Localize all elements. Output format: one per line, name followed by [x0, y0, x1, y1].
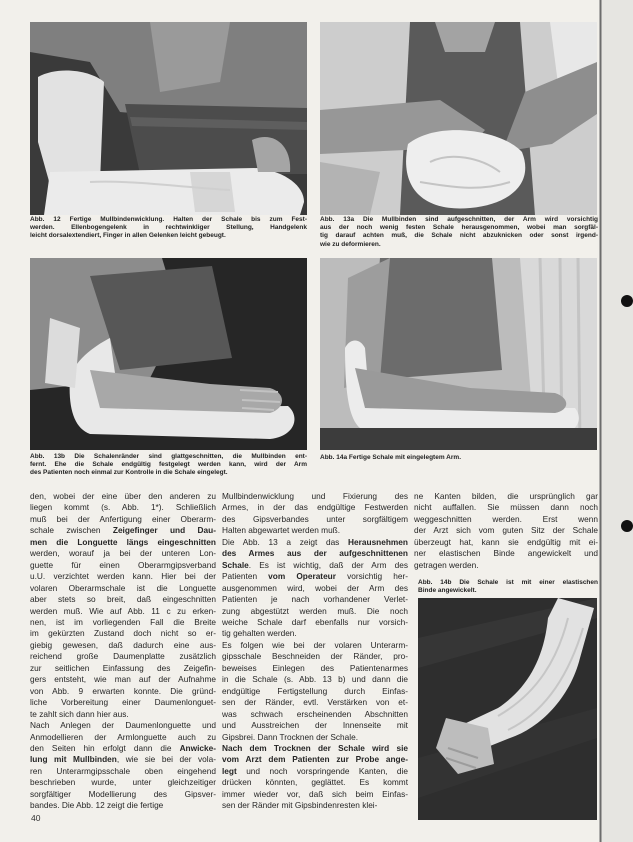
text-line: [30, 224, 307, 232]
figure-caption-abb-14a: [320, 454, 597, 462]
text-line: [30, 777, 216, 788]
text-run: te zahlt sich dann hier aus.: [30, 708, 129, 719]
text-run: Patienten: [222, 571, 269, 582]
text-run: und Ausstreichen der Innenseite mit: [222, 720, 408, 731]
text-run: volaren Oberarmschale ist die Longuette: [30, 582, 216, 593]
text-line: [320, 224, 598, 232]
text-run: ne Kanten bilden, die ursprünglich gar: [414, 491, 598, 501]
text-line: [222, 651, 408, 662]
text-line: [414, 537, 598, 548]
emphasized-text: vom Arzt dem Patienten zur Probe ange-: [222, 754, 408, 765]
text-line: [30, 216, 307, 224]
text-run: Gipsbrei. Dann Trocknen der Schale.: [222, 731, 359, 742]
text-line: [222, 663, 408, 674]
text-run: beweises Einlegen des Patientenarmes: [222, 662, 408, 673]
text-run: aus der noch wenig festen Schale herausgenommen, wobei man sorgfäl-: [320, 224, 598, 232]
text-line: [222, 732, 408, 743]
text-line: [30, 720, 216, 731]
text-run: zung abgestützt werden muß. Die noch: [222, 605, 408, 616]
text-line: [222, 743, 408, 754]
text-line: [30, 789, 216, 800]
text-line: [320, 241, 598, 249]
figure-caption-abb-13a: [320, 216, 598, 249]
text-line: [30, 743, 216, 754]
text-line: [222, 697, 408, 708]
text-line: [30, 732, 216, 743]
emphasized-text: legt: [222, 765, 237, 776]
paragraph: [222, 640, 408, 743]
text-line: [320, 454, 597, 462]
text-run: zur seitlichen Einfassung des Zeigefin-: [30, 662, 216, 673]
figure-caption-abb-14b: [418, 579, 598, 595]
text-line: [30, 686, 216, 697]
text-line: [222, 674, 408, 685]
text-line: [222, 594, 408, 605]
text-line: [320, 232, 598, 240]
text-run: Abb. 13a Die Mullbinden sind aufgeschnitten, der Arm wird vorsichtig: [320, 216, 598, 223]
photo-abb-13b: [30, 258, 307, 450]
text-line: [414, 548, 598, 559]
emphasized-text: Herausnehmen: [348, 536, 408, 547]
text-line: [222, 709, 408, 720]
text-run: nicht auffallen. Sie müssen dann noch: [414, 502, 598, 513]
paragraph: [30, 720, 216, 812]
text-line: [222, 686, 408, 697]
text-run: Es folgen wie bei der volaren Unterarm-: [222, 639, 408, 650]
text-run: Patienten je nach vorhandener Verlet-: [222, 594, 408, 605]
photo-abb-14a: [320, 258, 597, 450]
text-run: , wie sie bei der vola-: [116, 754, 216, 765]
text-line: [30, 502, 216, 513]
text-line: [30, 766, 216, 777]
text-line: [414, 491, 598, 502]
text-run: des Gipsverbandes unter sorgfältigem: [222, 513, 408, 524]
text-line: [222, 583, 408, 594]
text-line: [222, 514, 408, 525]
text-line: [222, 491, 408, 502]
text-line: [222, 617, 408, 628]
text-run: aber stets so breit, daß eingeschnitten: [30, 594, 216, 605]
text-run: ner elastischen Binde angewickelt und: [414, 548, 598, 559]
text-line: [30, 571, 216, 582]
text-run: sen der Ränder mit Gipsbindenresten klei-: [222, 800, 378, 811]
text-line: [222, 754, 408, 765]
text-column-3: [414, 491, 598, 571]
text-column-1: [30, 491, 216, 812]
text-run: des Patienten noch einmal zur Kontrolle in die Schale eingelegt.: [30, 469, 228, 477]
text-line: [30, 514, 216, 525]
text-line: [222, 800, 408, 811]
emphasized-text: des Armes aus der aufgeschnittenen: [222, 548, 408, 559]
text-line: [30, 674, 216, 685]
adjacent-page-edge: [599, 0, 633, 842]
text-run: Abb. 14a Fertige Schale mit eingelegtem Arm.: [320, 454, 461, 461]
text-run: Mullbindenwicklung und Fixierung des: [222, 491, 408, 501]
paragraph: [30, 491, 216, 720]
text-run: getragen werden.: [414, 559, 479, 570]
text-line: [414, 514, 598, 525]
text-line: [30, 754, 216, 765]
emphasized-text: Zeigefinger und Dau-: [112, 525, 216, 536]
text-run: von Abb. 9 erwarten konnte. Die gründ-: [30, 685, 216, 696]
emphasized-text: lung mit Mullbinden: [30, 754, 117, 765]
text-line: [414, 502, 598, 513]
text-run: überzeugt hat, kann sie endgültig mit ei-: [414, 536, 598, 547]
text-run: werden muß. Wie auf Abb. 11 c zu erken-: [30, 605, 216, 616]
text-run: in die Schale (s. Abb. 13 b) und dann die: [222, 674, 408, 685]
text-run: reichend große Daumenplatte zusätzlich: [30, 651, 216, 662]
text-line: [30, 594, 216, 605]
text-line: [222, 606, 408, 617]
text-run: ren Unterarmgipsschale oben eingehend: [30, 765, 216, 776]
text-line: [222, 640, 408, 651]
text-line: [30, 453, 307, 461]
text-run: Halten abgewartet werden muß.: [222, 525, 341, 536]
text-run: Abb. 13b Die Schalenränder sind glattgeschnitten, die Mullbinden ent-: [30, 453, 307, 460]
text-run: . Es ist wichtig, daß der Arm des: [248, 559, 408, 570]
text-run: was schwach erscheinenden Abschnitten: [222, 708, 408, 719]
text-run: drücken könnten, geglättet. Es kommt: [222, 777, 408, 788]
photo-abb-14b: [418, 598, 597, 820]
figure-caption-abb-13b: [30, 453, 307, 478]
emphasized-text: men die Longuette längs eingeschnitten: [30, 536, 216, 547]
text-line: [30, 617, 216, 628]
paragraph: [222, 491, 408, 537]
emphasized-text: Nach dem Trocknen der Schale wird sie: [222, 742, 408, 753]
text-run: Abb. 14b Die Schale ist mit einer elastischen: [418, 579, 598, 586]
text-line: [30, 491, 216, 502]
text-run: Anmodellieren der Armlonguette auch zu: [30, 731, 216, 742]
text-line: [222, 525, 408, 536]
paragraph: [222, 743, 408, 812]
text-line: [222, 548, 408, 559]
text-line: [222, 571, 408, 582]
text-line: [418, 579, 598, 587]
text-run: schale zwischen: [30, 525, 113, 536]
text-run: sen der Ränder, evtl. Verstärken von et-: [222, 697, 408, 708]
text-line: [30, 537, 216, 548]
text-run: nen, ist im vorliegenden Fall die Breite: [30, 616, 216, 627]
text-run: wie zu deformieren.: [320, 240, 381, 248]
figure-caption-abb-12: [30, 216, 307, 241]
text-run: gers entsteht, wie man auf der Aufnahme: [30, 674, 216, 685]
text-run: gipsschale Beschneiden der Ränder, pro-: [222, 651, 408, 662]
text-run: u.U. verzichtet werden kann. Hier bei der: [30, 571, 216, 582]
text-line: [30, 640, 216, 651]
text-line: [222, 766, 408, 777]
text-line: [30, 469, 307, 477]
text-run: weggeschnitten werden. Erst wenn: [414, 513, 598, 524]
text-line: [30, 663, 216, 674]
text-line: [30, 232, 307, 240]
text-run: giebig gewesen, daß dadurch eine aus-: [30, 639, 216, 650]
text-line: [222, 560, 408, 571]
text-run: bandes. Die Abb. 12 zeigt die fertige: [30, 800, 164, 811]
text-run: liegen kommt (s. Abb. 1*). Schließlich: [30, 502, 216, 513]
text-run: Armes, in der das endgültige Festwerden: [222, 502, 408, 513]
page-number: 40: [31, 813, 41, 823]
text-run: sorgfältiger Modellierung des Gipsver-: [30, 788, 216, 799]
text-run: werden. Ellenbogengelenk in rechtwinkliger Stellung, Handgelenk: [30, 224, 307, 232]
text-run: weiche Schale darf ebenfalls nur vorsich-: [222, 616, 408, 627]
text-run: Abb. 12 Fertige Mullbindenwicklung. Halten der Schale bis zum Fest-: [30, 216, 307, 223]
text-run: im gekürzten Zustand doch nicht so er-: [30, 628, 216, 639]
text-line: [222, 720, 408, 731]
text-line: [222, 502, 408, 513]
text-line: [418, 587, 598, 595]
photo-abb-13a: [320, 22, 597, 215]
text-run: Nach Anlegen der Daumenlonguette und: [30, 720, 216, 731]
emphasized-text: vom Operateur: [268, 571, 336, 582]
text-line: [30, 606, 216, 617]
paragraph: [414, 491, 598, 571]
emphasized-text: Anwicke-: [179, 742, 216, 753]
text-line: [320, 216, 598, 224]
text-line: [30, 709, 216, 720]
text-run: muß bei der Anfertigung einer Oberarm-: [30, 513, 216, 524]
text-line: [30, 583, 216, 594]
text-line: [30, 548, 216, 559]
text-run: endgültige Fertigstellung durch Einfas-: [222, 685, 408, 696]
text-column-2: [222, 491, 408, 812]
text-run: vorsichtig her-: [335, 571, 408, 582]
text-line: [30, 461, 307, 469]
text-run: und noch vorspringende Kanten, die: [236, 765, 408, 776]
text-run: tig darauf achten muß, die Schale nicht abzuknicken oder sonst irgend-: [320, 232, 598, 240]
text-run: werden, worauf ja bei der unteren Lon-: [30, 548, 216, 559]
text-line: [30, 525, 216, 536]
text-run: guette für einen Oberarmgipsverband: [30, 559, 216, 570]
text-line: [222, 789, 408, 800]
text-line: [30, 800, 216, 811]
text-line: [222, 628, 408, 639]
text-line: [222, 777, 408, 788]
text-run: fernt. Ehe die Schale endgültig festgelegt werden kann, wird der Arm: [30, 461, 307, 469]
text-run: Die Abb. 13 a zeigt das: [222, 536, 349, 547]
text-line: [414, 525, 598, 536]
text-line: [30, 628, 216, 639]
paragraph: [222, 537, 408, 640]
text-run: beschrieben wurde, unter gleichzeitiger: [30, 777, 216, 788]
text-line: [414, 560, 598, 571]
photo-abb-12: [30, 22, 307, 215]
text-run: tig gehalten werden.: [222, 628, 297, 639]
text-run: immer wieder vor, daß sich beim Einfas-: [222, 788, 408, 799]
text-run: den Seiten hin erfolgt dann die: [30, 742, 180, 753]
text-run: leicht dorsalextendiert, Finger in allen Gelenken leicht gebeugt.: [30, 232, 226, 240]
text-run: den, wobei der eine über den anderen zu: [30, 491, 216, 501]
text-run: der Arzt sich vom guten Sitz der Schale: [414, 525, 598, 536]
text-line: [30, 560, 216, 571]
text-line: [30, 651, 216, 662]
text-line: [30, 697, 216, 708]
text-run: Binde angewickelt.: [418, 587, 477, 595]
emphasized-text: Schale: [222, 559, 249, 570]
text-line: [222, 537, 408, 548]
text-run: ausgenommen wird, wobei der Arm des: [222, 582, 408, 593]
text-run: liche Vorbereitung einer Daumenlonguet-: [30, 697, 216, 708]
